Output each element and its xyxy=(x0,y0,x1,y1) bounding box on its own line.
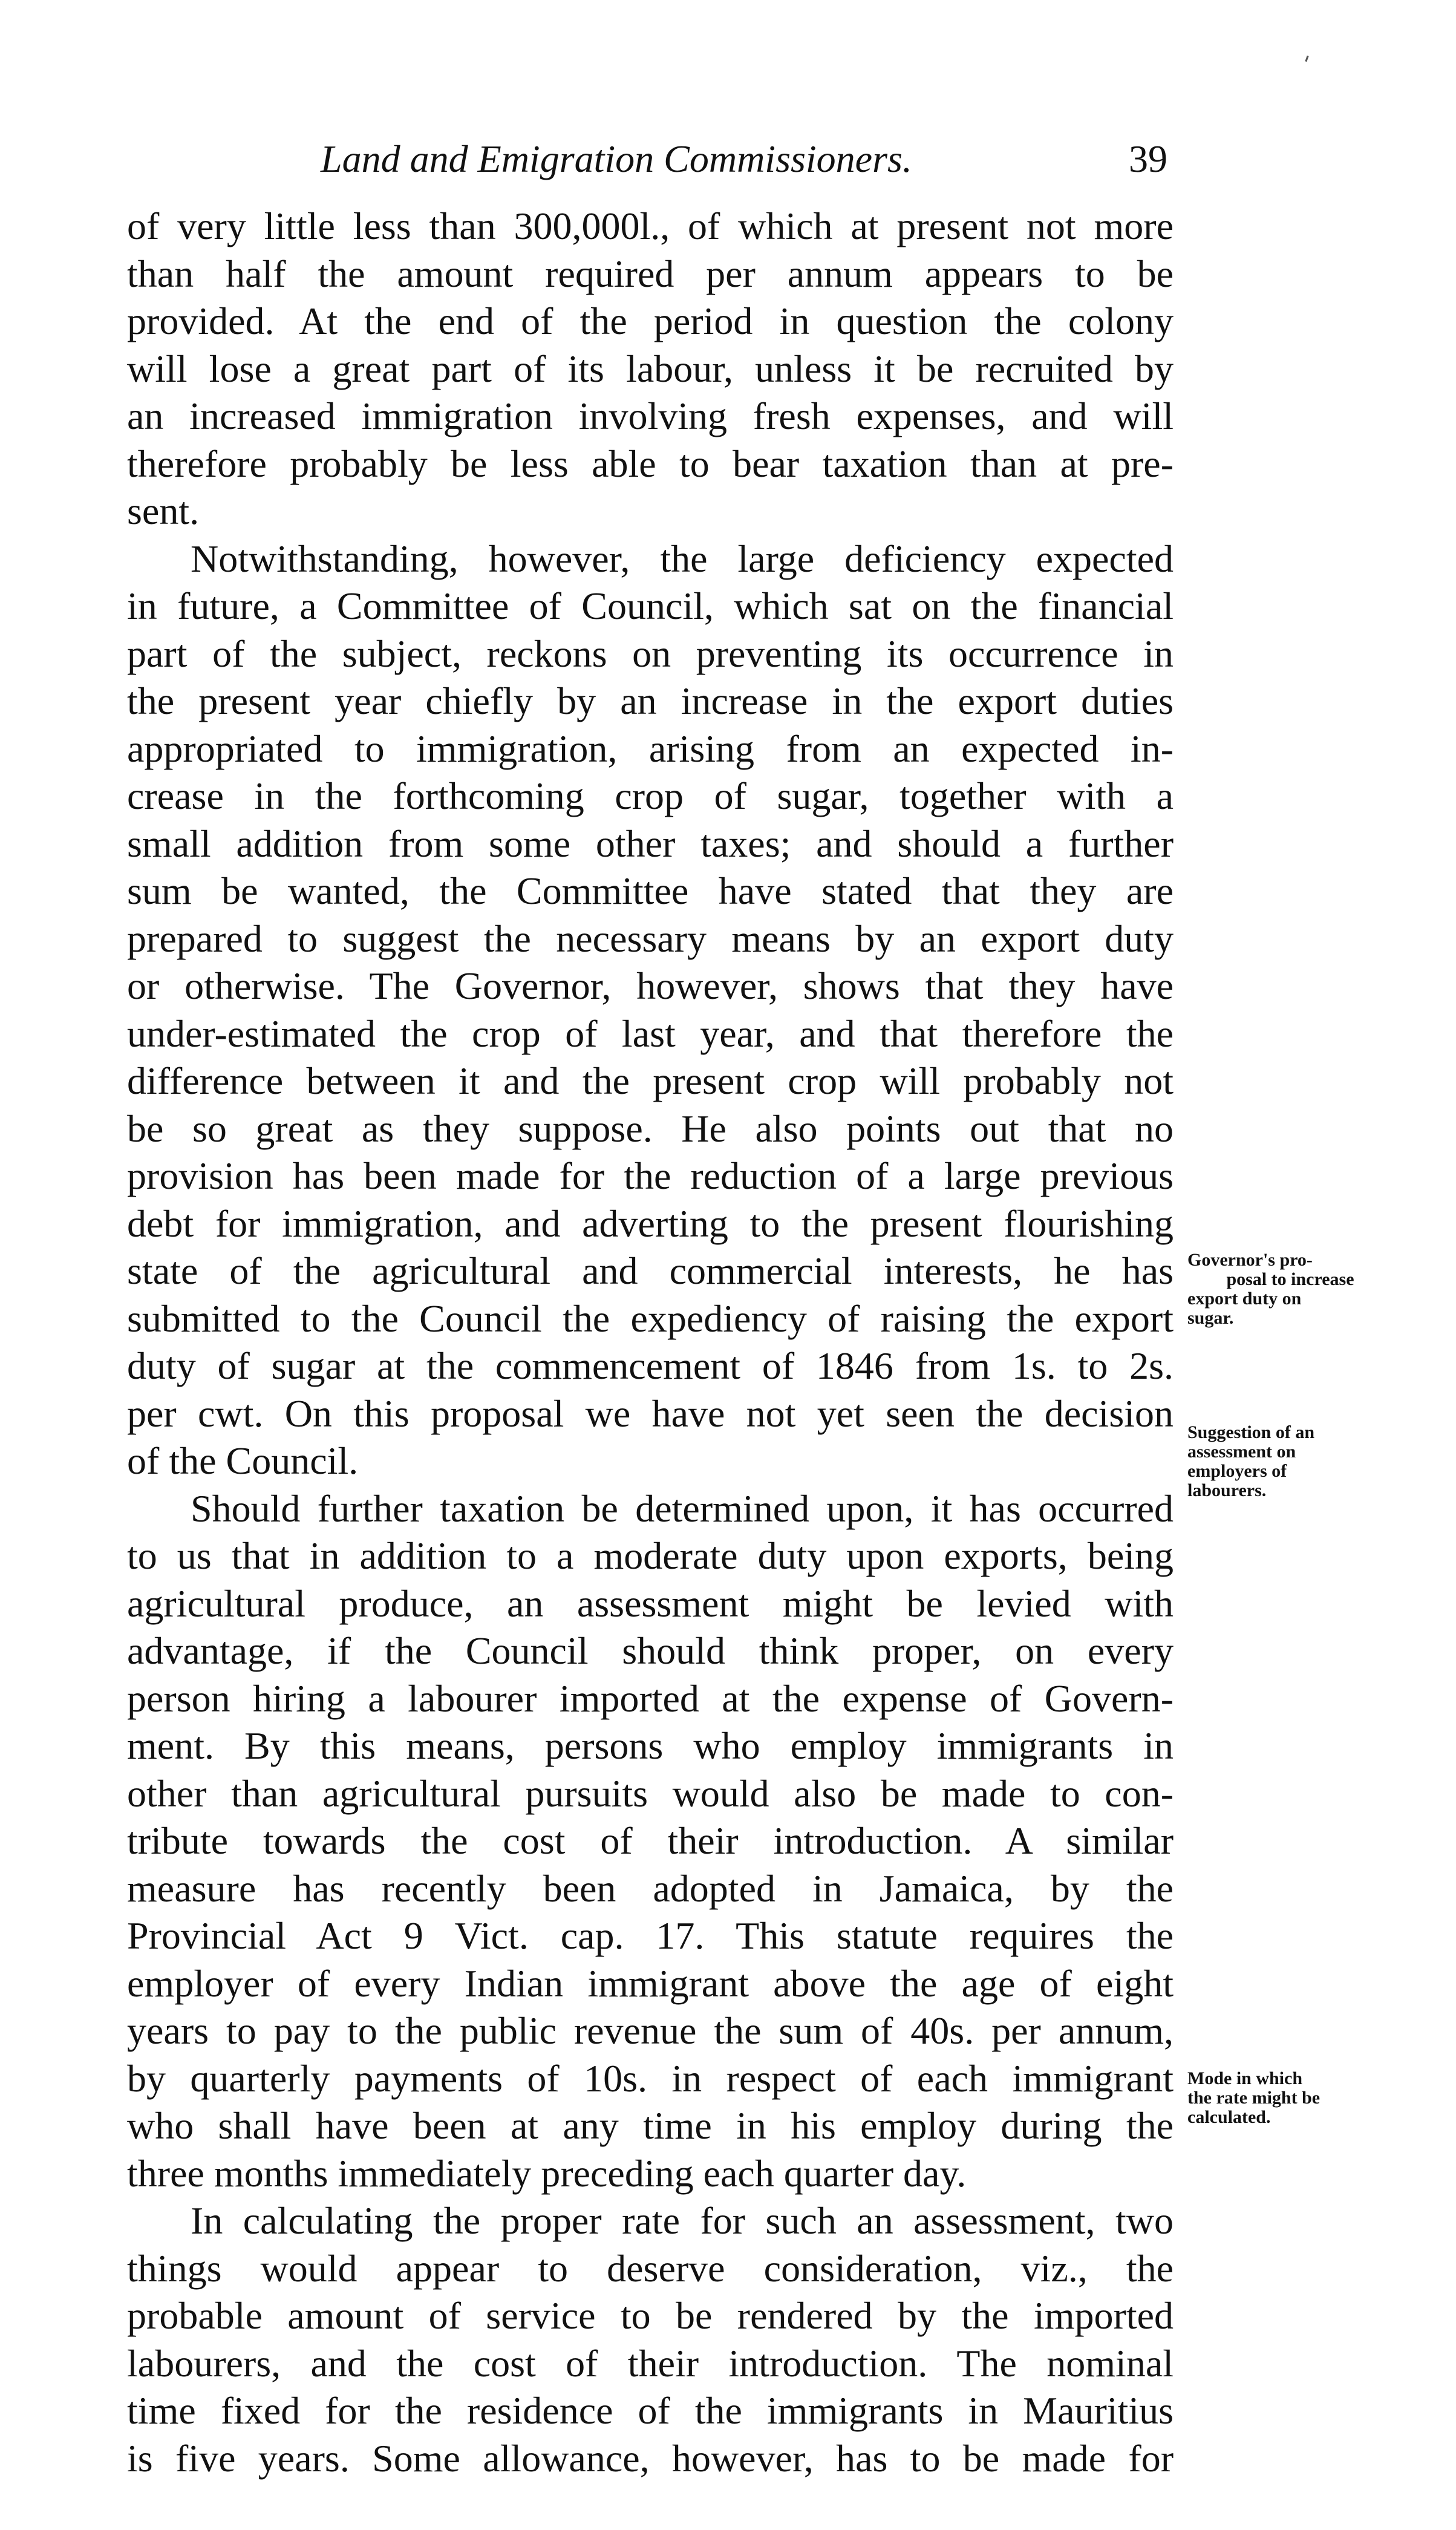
text-line: debt for immigration, and adverting to the present flourishing xyxy=(127,1201,1174,1245)
margin-note-line: calculated. xyxy=(1187,2107,1271,2127)
text-line: measure has recently been adopted in Jamaica, by the xyxy=(127,1866,1174,1910)
text-line: crease in the forthcoming crop of sugar, together with a xyxy=(127,774,1174,817)
text-line: employer of every Indian immigrant above the age of eight xyxy=(127,1961,1174,2005)
text-line: to us that in addition to a moderate duty upon exports, being xyxy=(127,1534,1174,1577)
text-line: who shall have been at any time in his employ during the xyxy=(127,2104,1174,2147)
text-line: in future, a Committee of Council, which sat on the financial xyxy=(127,584,1174,627)
text-line: duty of sugar at the commencement of 1846 from 1s. to 2s. xyxy=(127,1344,1174,1387)
text-line: of very little less than 300,000l., of which at present not more xyxy=(127,204,1174,247)
text-line: three months immediately preceding each quarter day. xyxy=(127,2151,967,2195)
text-line: advantage, if the Council should think proper, on every xyxy=(127,1629,1174,1672)
paragraph-first-line: In calculating the proper rate for such an assessment, two xyxy=(191,2199,1174,2242)
margin-note-line: assessment on xyxy=(1187,1442,1296,1462)
text-line: is five years. Some allowance, however, has to be made for xyxy=(127,2436,1174,2480)
text-line: than half the amount required per annum appears to be xyxy=(127,252,1174,295)
margin-note-rate-calculation xyxy=(1187,2069,1393,2127)
text-line: years to pay to the public revenue the sum of 40s. per annum, xyxy=(127,2009,1174,2052)
text-line: sent. xyxy=(127,489,200,532)
text-line: provision has been made for the reduction of a large previous xyxy=(127,1154,1174,1197)
margin-note-governor-proposal xyxy=(1187,1250,1393,1328)
text-line: the present year chiefly by an increase in the export duties xyxy=(127,679,1174,722)
text-line: therefore probably be less able to bear taxation than at pre- xyxy=(127,442,1174,485)
page-header xyxy=(127,132,1167,186)
margin-note-line: the rate might be xyxy=(1187,2088,1321,2108)
margin-note-line: Governor's pro- xyxy=(1187,1250,1313,1270)
text-line: tribute towards the cost of their introduction. A similar xyxy=(127,1819,1174,1862)
margin-note-assessment-suggestion xyxy=(1187,1423,1393,1500)
text-line: appropriated to immigration, arising from an expected in- xyxy=(127,727,1174,770)
text-line: state of the agricultural and commercial interests, he has xyxy=(127,1249,1174,1292)
margin-note-line: employers of xyxy=(1187,1461,1287,1481)
paragraph-first-line: Notwithstanding, however, the large deficiency expected xyxy=(191,537,1174,580)
margin-note-line: export duty on xyxy=(1187,1289,1302,1309)
text-line: time fixed for the residence of the immigrants in Mauritius xyxy=(127,2389,1174,2432)
margin-note-line: sugar. xyxy=(1187,1308,1234,1328)
paragraph-first-line: Should further taxation be determined upon, it has occurred xyxy=(191,1486,1174,1530)
text-line: provided. At the end of the period in question the colony xyxy=(127,299,1174,342)
text-line: sum be wanted, the Committee have stated that they are xyxy=(127,869,1174,912)
text-line: ment. By this means, persons who employ immigrants in xyxy=(127,1724,1174,1767)
text-line: or otherwise. The Governor, however, shows that they have xyxy=(127,964,1174,1007)
page-number: 39 xyxy=(1129,137,1167,180)
text-line: things would appear to deserve consideration, viz., the xyxy=(127,2246,1174,2290)
text-line: prepared to suggest the necessary means by an export duty xyxy=(127,917,1174,960)
text-line: will lose a great part of its labour, unless it be recruited by xyxy=(127,347,1174,390)
text-line: per cwt. On this proposal we have not yet seen the decision xyxy=(127,1391,1174,1435)
text-line: an increased immigration involving fresh expenses, and will xyxy=(127,394,1174,437)
text-line: submitted to the Council the expediency of raising the export xyxy=(127,1296,1174,1340)
text-line: agricultural produce, an assessment might be levied with xyxy=(127,1581,1174,1625)
running-title: Land and Emigration Commissioners. xyxy=(321,137,912,180)
body-text xyxy=(127,203,1174,2482)
ink-speck xyxy=(1305,56,1308,62)
text-line: probable amount of service to be rendered by the imported xyxy=(127,2294,1174,2337)
text-line: be so great as they suppose. He also points out that no xyxy=(127,1106,1174,1150)
margin-note-line: Mode in which xyxy=(1187,2068,1303,2088)
text-line: other than agricultural pursuits would also be made to con- xyxy=(127,1771,1174,1815)
text-line: part of the subject, reckons on preventing its occurrence in xyxy=(127,632,1174,675)
margin-note-line: posal to increase xyxy=(1226,1269,1354,1289)
text-line: under-estimated the crop of last year, and that therefore the xyxy=(127,1012,1174,1055)
margin-note-line: Suggestion of an xyxy=(1187,1422,1315,1442)
text-line: person hiring a labourer imported at the expense of Govern- xyxy=(127,1676,1174,1720)
margin-note-line: labourers. xyxy=(1187,1480,1267,1500)
text-line: small addition from some other taxes; and should a further xyxy=(127,822,1174,865)
text-line: labourers, and the cost of their introduction. The nominal xyxy=(127,2341,1174,2385)
text-line: of the Council. xyxy=(127,1439,359,1482)
text-line: by quarterly payments of 10s. in respect of each immigrant xyxy=(127,2056,1174,2100)
text-line: difference between it and the present crop will probably not xyxy=(127,1059,1174,1102)
text-line: Provincial Act 9 Vict. cap. 17. This statute requires the xyxy=(127,1914,1174,1957)
